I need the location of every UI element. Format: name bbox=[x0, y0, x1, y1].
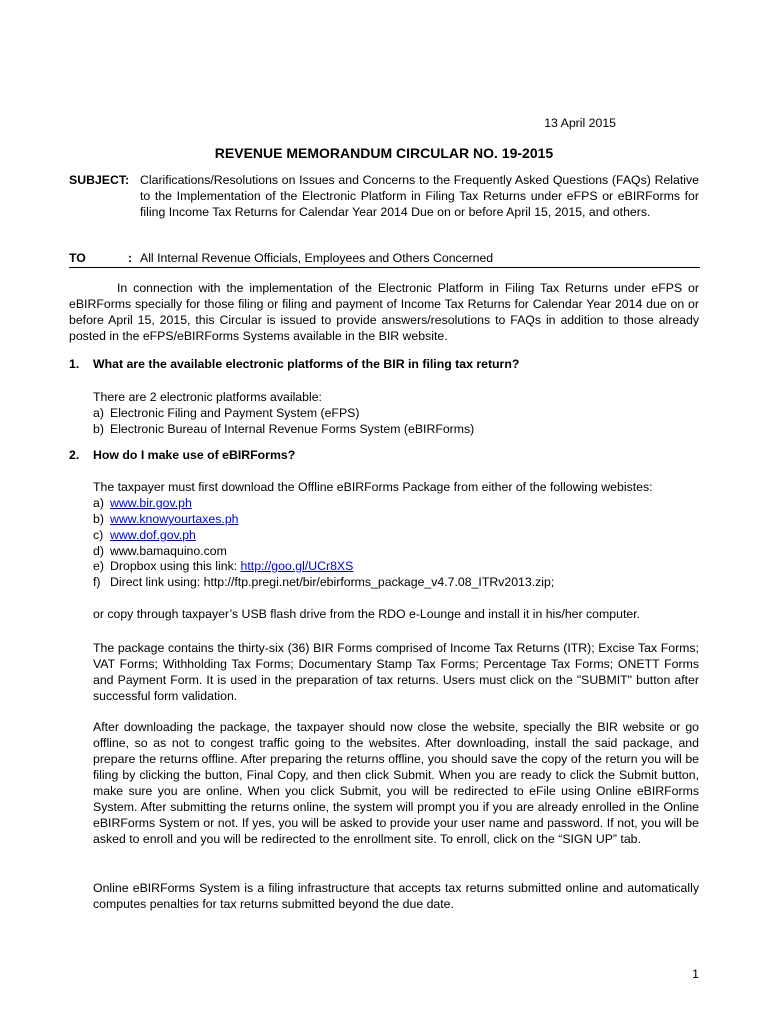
q2-item-e bbox=[93, 558, 353, 574]
list-label: e) bbox=[93, 559, 104, 573]
q1-lead: There are 2 electronic platforms available: bbox=[93, 390, 322, 404]
q2-item-f bbox=[93, 574, 554, 590]
to-label: TO bbox=[69, 251, 86, 265]
q2-question: How do I make use of eBIRForms? bbox=[93, 448, 296, 462]
list-label: a) bbox=[93, 406, 104, 420]
page-number: 1 bbox=[692, 967, 699, 981]
list-label: c) bbox=[93, 528, 104, 542]
to-colon: : bbox=[128, 251, 133, 265]
q1-number: 1. bbox=[69, 357, 80, 371]
intro-paragraph bbox=[69, 280, 699, 344]
q2-item-a bbox=[93, 495, 192, 511]
list-label: b) bbox=[93, 422, 104, 436]
bir-link[interactable]: www.bir.gov.ph bbox=[110, 496, 192, 510]
document-title: REVENUE MEMORANDUM CIRCULAR NO. 19-2015 bbox=[214, 145, 554, 161]
q1-question: What are the available electronic platforms of the BIR in filing tax return? bbox=[93, 357, 520, 371]
q2-item-b bbox=[93, 511, 239, 527]
list-text: Electronic Filing and Payment System (eFPS) bbox=[110, 406, 360, 420]
to-text: All Internal Revenue Officials, Employees and Others Concerned bbox=[140, 251, 494, 265]
list-text: Dropbox using this link: bbox=[110, 559, 241, 573]
q2-paragraph-2: After downloading the package, the taxpayer should now close the website, specially the BIR website or go offline, so as not to congest traffic going to the websites. After downloading, install the said package, and prepare the returns offline. After preparing the returns offline, you should save the copy of the return you will be filing by clicking the button, Final Copy, and then click Submit. When you are ready to click the Submit button, make sure you are online. When you click Submit, you will be redirected to eFile using Online eBIRForms System. After submitting the returns online, the system will prompt you if you are already enrolled in the Online eBIRForms System or not. If yes, you will be asked to provide your user name and password. If not, you will be asked to enroll and you will be redirected to the enrollment site. To enroll, click on the “SIGN UP” tab. bbox=[93, 720, 699, 846]
intro-text: In connection with the implementation of the Electronic Platform in Filing Tax Returns under eFPS or eBIRForms specially for those filing or filing and payment of Income Tax Returns for Calendar Year 2014 due on or before April 15, 2015, this Circular is issued to provide answers/resolutions to FAQs in addition to those already posted in the eFPS/eBIRForms Systems available in the BIR website. bbox=[69, 281, 699, 343]
list-label: f) bbox=[93, 575, 101, 589]
q2-lead: The taxpayer must first download the Offline eBIRForms Package from either of the following webistes: bbox=[93, 480, 653, 494]
q2-paragraph-1: The package contains the thirty-six (36) BIR Forms comprised of Income Tax Returns (ITR); Excise Tax Forms; VAT Forms; Withholding Tax Forms; Documentary Stamp Tax Forms; Percentage Tax Forms; ONETT Forms and Payment Form. It is used in the preparation of tax returns. Users must click on the "SUBMIT" button after successful form validation. bbox=[93, 641, 699, 703]
subject-text: Clarifications/Resolutions on Issues and Concerns to the Frequently Asked Questions (FAQs) Relative to the Implementation of the Electronic Platform in Filing Tax Returns under eFPS or eBIRForms for filing Income Tax Returns for Calendar Year 2014 Due on or before April 15, 2015, and others. bbox=[140, 173, 699, 220]
q2-paragraph-3: Online eBIRForms System is a filing infrastructure that accepts tax returns submitted online and automatically computes penalties for tax returns submitted beyond the due date. bbox=[93, 881, 699, 911]
list-text: Electronic Bureau of Internal Revenue Forms System (eBIRForms) bbox=[110, 422, 475, 436]
list-text: Direct link using: http://ftp.pregi.net/bir/ebirforms_package_v4.7.08_ITRv2013.zip; bbox=[110, 575, 555, 589]
q1-item-a bbox=[93, 405, 359, 421]
dof-link[interactable]: www.dof.gov.ph bbox=[110, 528, 196, 542]
list-text: www.bamaquino.com bbox=[110, 544, 227, 558]
list-label: b) bbox=[93, 512, 104, 526]
q2-copy-note: or copy through taxpayer’s USB flash drive from the RDO e-Lounge and install it in his/her computer. bbox=[93, 607, 641, 621]
dropbox-link[interactable]: http://goo.gl/UCr8XS bbox=[240, 559, 354, 573]
q2-item-d bbox=[93, 543, 227, 559]
list-label: a) bbox=[93, 496, 104, 510]
q1-item-b bbox=[93, 421, 474, 437]
document-date: 13 April 2015 bbox=[544, 116, 616, 130]
list-label: d) bbox=[93, 544, 104, 558]
q2-item-c bbox=[93, 527, 196, 543]
knowyourtaxes-link[interactable]: www.knowyourtaxes.ph bbox=[110, 512, 239, 526]
subject-label: SUBJECT: bbox=[69, 173, 130, 187]
q2-number: 2. bbox=[69, 448, 80, 462]
header-divider bbox=[69, 267, 700, 268]
